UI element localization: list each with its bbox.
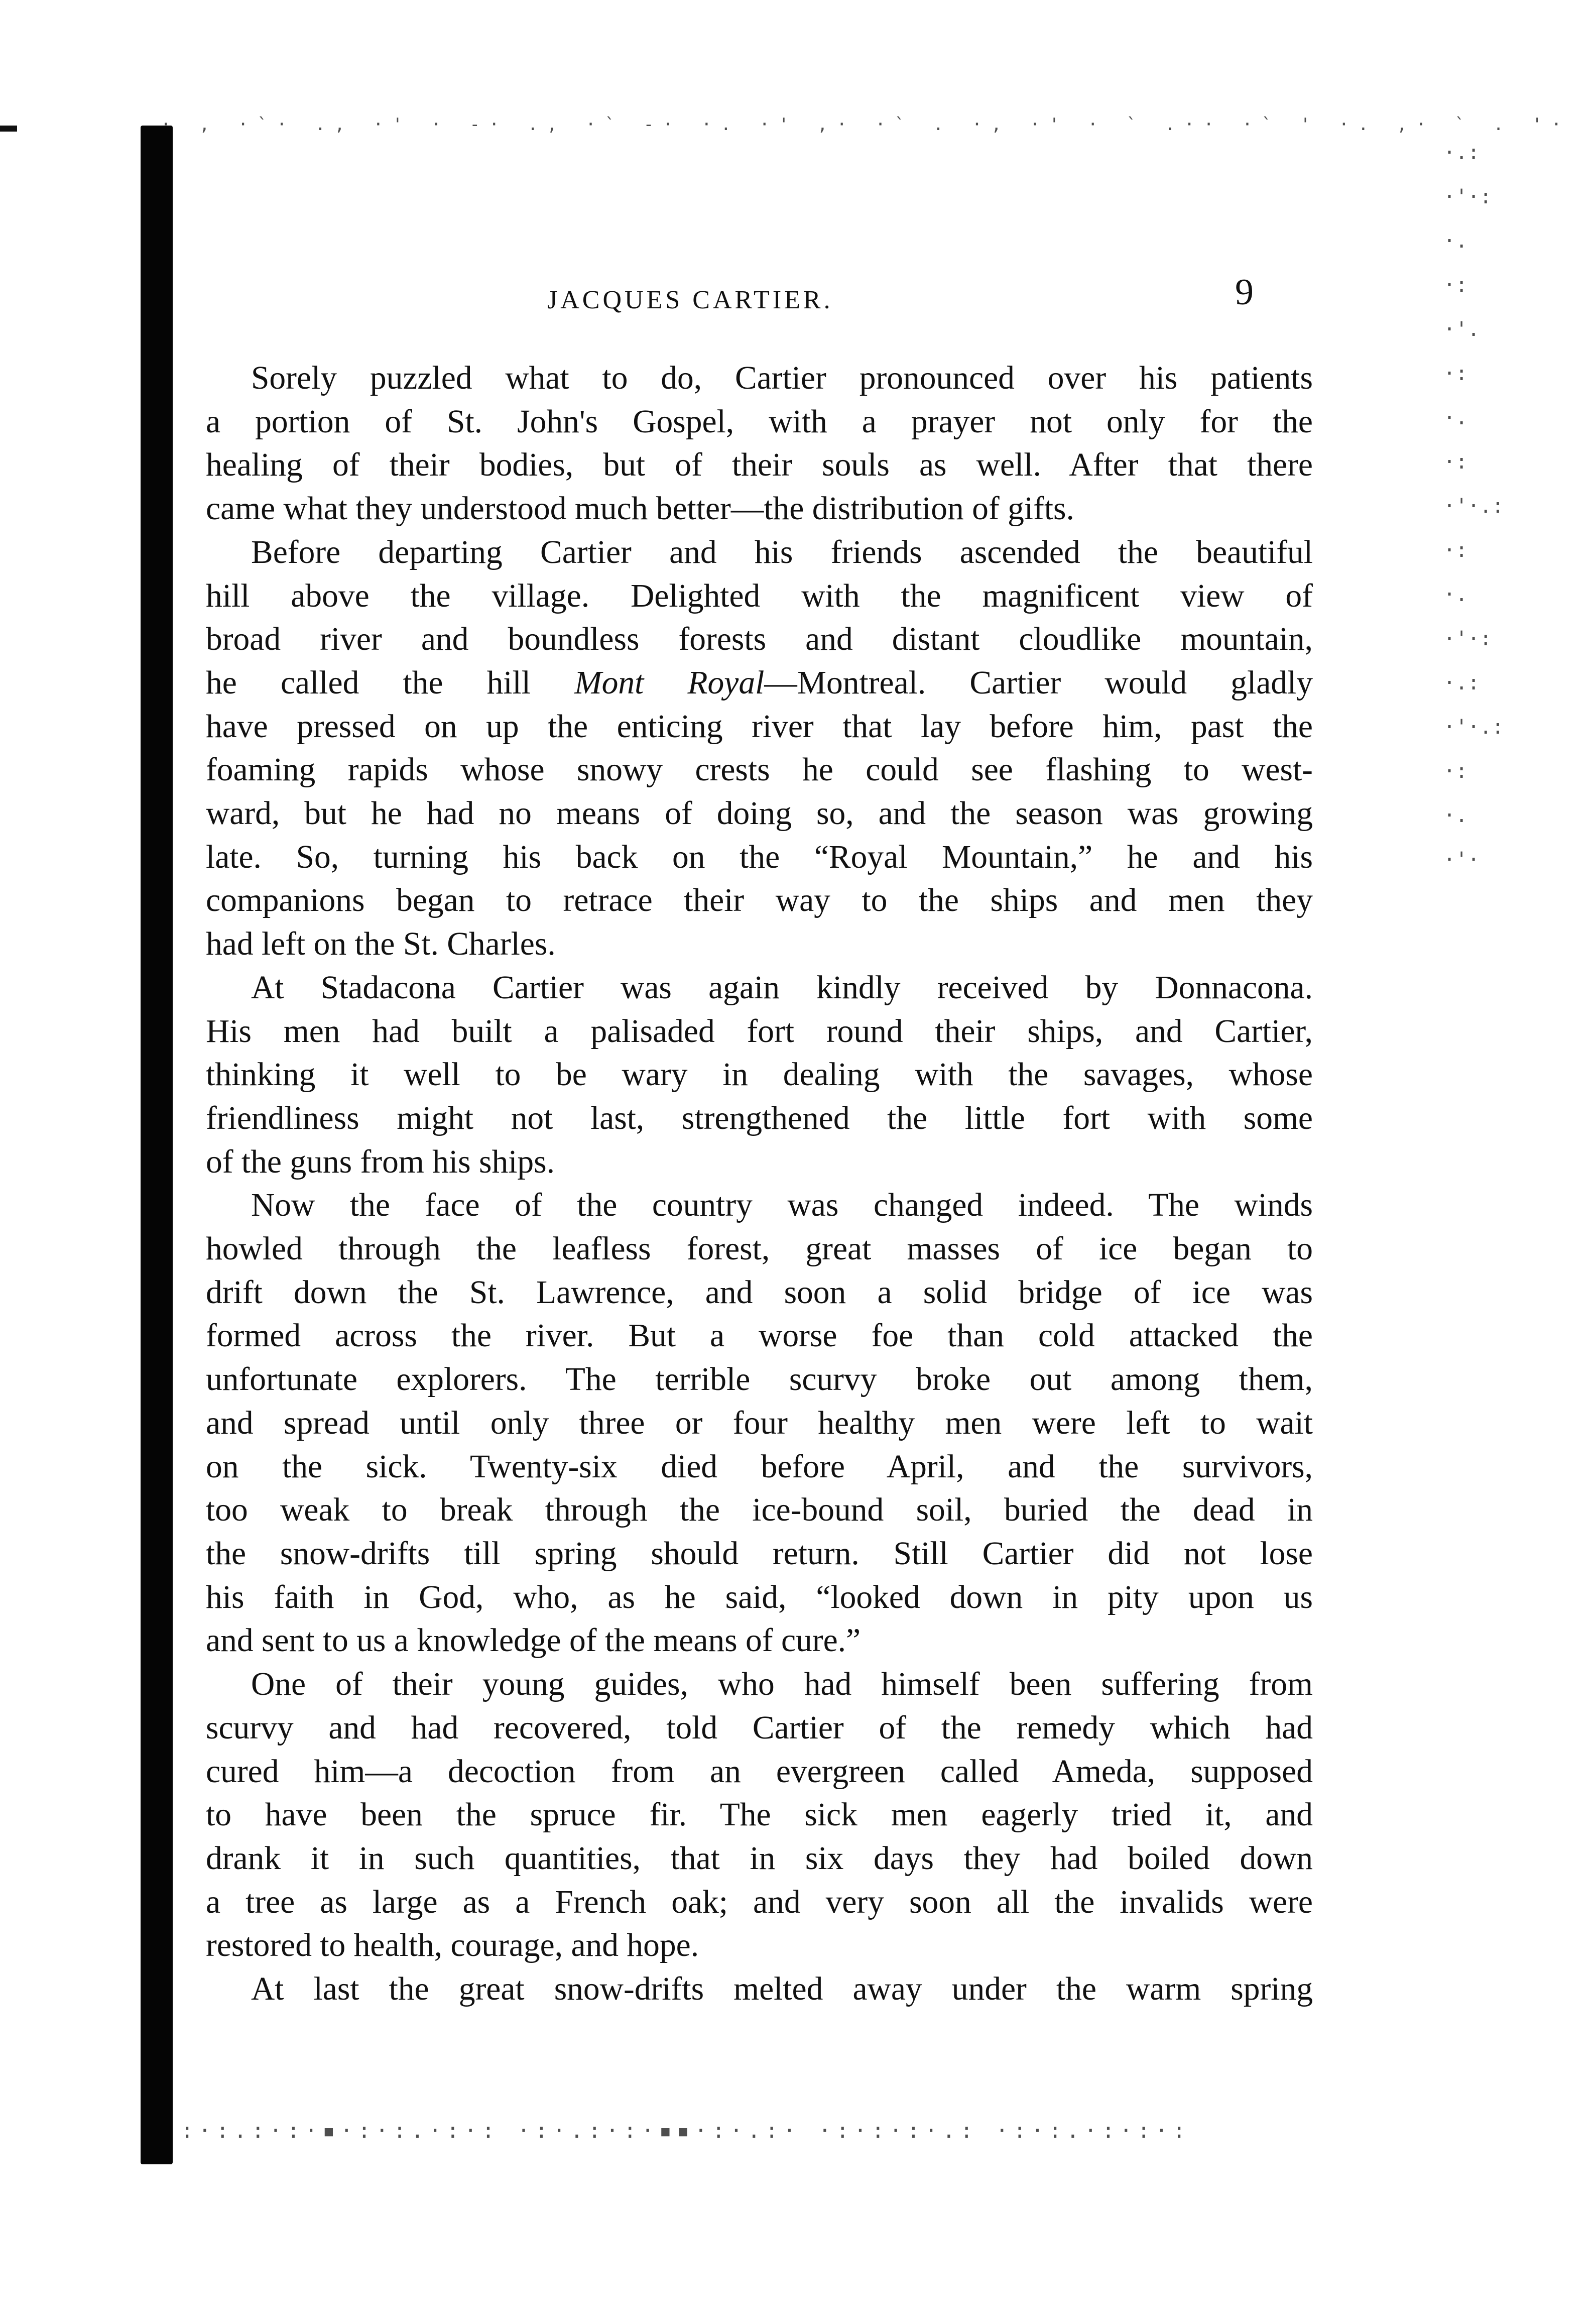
paragraph-5: [206, 1663, 1313, 1967]
text-line: Before departing Cartier and his friends ascended the beautiful: [251, 534, 1313, 570]
page-header: [0, 271, 1596, 316]
text-line: unfortunate explorers. The terrible scurvy broke out among them,: [206, 1361, 1313, 1398]
text-line: foaming rapids whose snowy crests he could see flashing to west-: [206, 752, 1313, 788]
text-line: At Stadacona Cartier was again kindly received by Donnacona.: [251, 969, 1313, 1006]
body-text: [206, 357, 1313, 2011]
binding-shadow: [141, 126, 173, 2164]
text-line: ward, but he had no means of doing so, and the season was growing: [206, 795, 1313, 832]
text-line: healing of their bodies, but of their souls as well. After that there: [206, 447, 1313, 484]
text-line: and spread until only three or four healthy men were left to wait: [206, 1405, 1313, 1441]
paragraph-3: [206, 966, 1313, 1184]
scan-speckles-top: · , ·`· ., ·' · -· ., ·` -· ·. ·' ,· ·` . ·, ·' · ` .·· ·` ' ·. ,· ` . '·: [161, 114, 1571, 135]
text-line: drank it in such quantities, that in six days they had boiled down: [206, 1840, 1313, 1877]
text-line: howled through the leafless forest, great masses of ice began to: [206, 1231, 1313, 1267]
text-line: his faith in God, who, as he said, “looked down in pity upon us: [206, 1579, 1313, 1615]
text-line: thinking it well to be wary in dealing with the savages, whose: [206, 1057, 1313, 1093]
text-line: Sorely puzzled what to do, Cartier pronounced over his patients: [251, 360, 1313, 396]
text-line: too weak to break through the ice-bound soil, buried the dead in: [206, 1492, 1313, 1529]
text-line: hill above the village. Delighted with the magnificent view of: [206, 577, 1313, 614]
text-line: a tree as large as a French oak; and very soon all the invalids were: [206, 1884, 1313, 1920]
text-line: restored to health, courage, and hope.: [206, 1927, 699, 1964]
paragraph-1: [206, 357, 1313, 531]
paragraph-2: [206, 531, 1313, 966]
text-line: a portion of St. John's Gospel, with a prayer not only for the: [206, 403, 1313, 440]
text-line: scurvy and had recovered, told Cartier of the remedy which had: [206, 1709, 1313, 1746]
running-head: JACQUES CARTIER.: [547, 286, 833, 314]
text-line: broad river and boundless forests and distant cloudlike mountain,: [206, 621, 1313, 658]
text-line: formed across the river. But a worse foe than cold attacked the: [206, 1318, 1313, 1354]
text-line: Now the face of the country was changed indeed. The winds: [251, 1187, 1313, 1224]
text-line: friendliness might not last, strengthened the little fort with some: [206, 1100, 1313, 1136]
text-line: and sent to us a knowledge of the means of cure.”: [206, 1622, 861, 1659]
text-line: he called the hill Mont Royal—Montreal. Cartier would gladly: [206, 664, 1313, 701]
text-line: late. So, turning his back on the “Royal Mountain,” he and his: [206, 839, 1313, 875]
text-line: have pressed on up the enticing river that lay before him, past the: [206, 708, 1313, 745]
text-line: to have been the spruce fir. The sick men eagerly tried it, and: [206, 1797, 1313, 1833]
italic-place-name: Mont Royal: [574, 664, 765, 701]
paragraph-4: [206, 1184, 1313, 1663]
scan-speckles-right: ·.:·'·:·.·:·'.·:·.·:·'·.:·:·.·'·:·.:·'·.:·:·.·'·: [1443, 141, 1504, 871]
text-line: His men had built a palisaded fort round their ships, and Cartier,: [206, 1013, 1313, 1050]
text-line: came what they understood much better—the distribution of gifts.: [206, 491, 1074, 527]
scan-speckles-bottom: :·:.:·:·▪·:·:.·:·: ·:·.:·:·▪▪·:·.:· ·:·:·:·.: ·:·:.·:·:·:: [181, 2118, 1191, 2143]
binding-edge-mark: [0, 126, 17, 132]
text-line: drift down the St. Lawrence, and soon a solid bridge of ice was: [206, 1274, 1313, 1311]
text-line: At last the great snow-drifts melted away under the warm spring: [251, 1971, 1313, 2008]
text-line: One of their young guides, who had himself been suffering from: [251, 1666, 1313, 1703]
text-line: companions began to retrace their way to the ships and men they: [206, 882, 1313, 919]
paragraph-6: [206, 1967, 1313, 2011]
text-line: on the sick. Twenty-six died before April, and the survivors,: [206, 1448, 1313, 1485]
text-line: cured him—a decoction from an evergreen called Ameda, supposed: [206, 1753, 1313, 1790]
page-number: 9: [1235, 272, 1254, 313]
text-line: the snow-drifts till spring should return. Still Cartier did not lose: [206, 1535, 1313, 1572]
text-line: had left on the St. Charles.: [206, 926, 556, 963]
text-line: of the guns from his ships.: [206, 1143, 555, 1180]
